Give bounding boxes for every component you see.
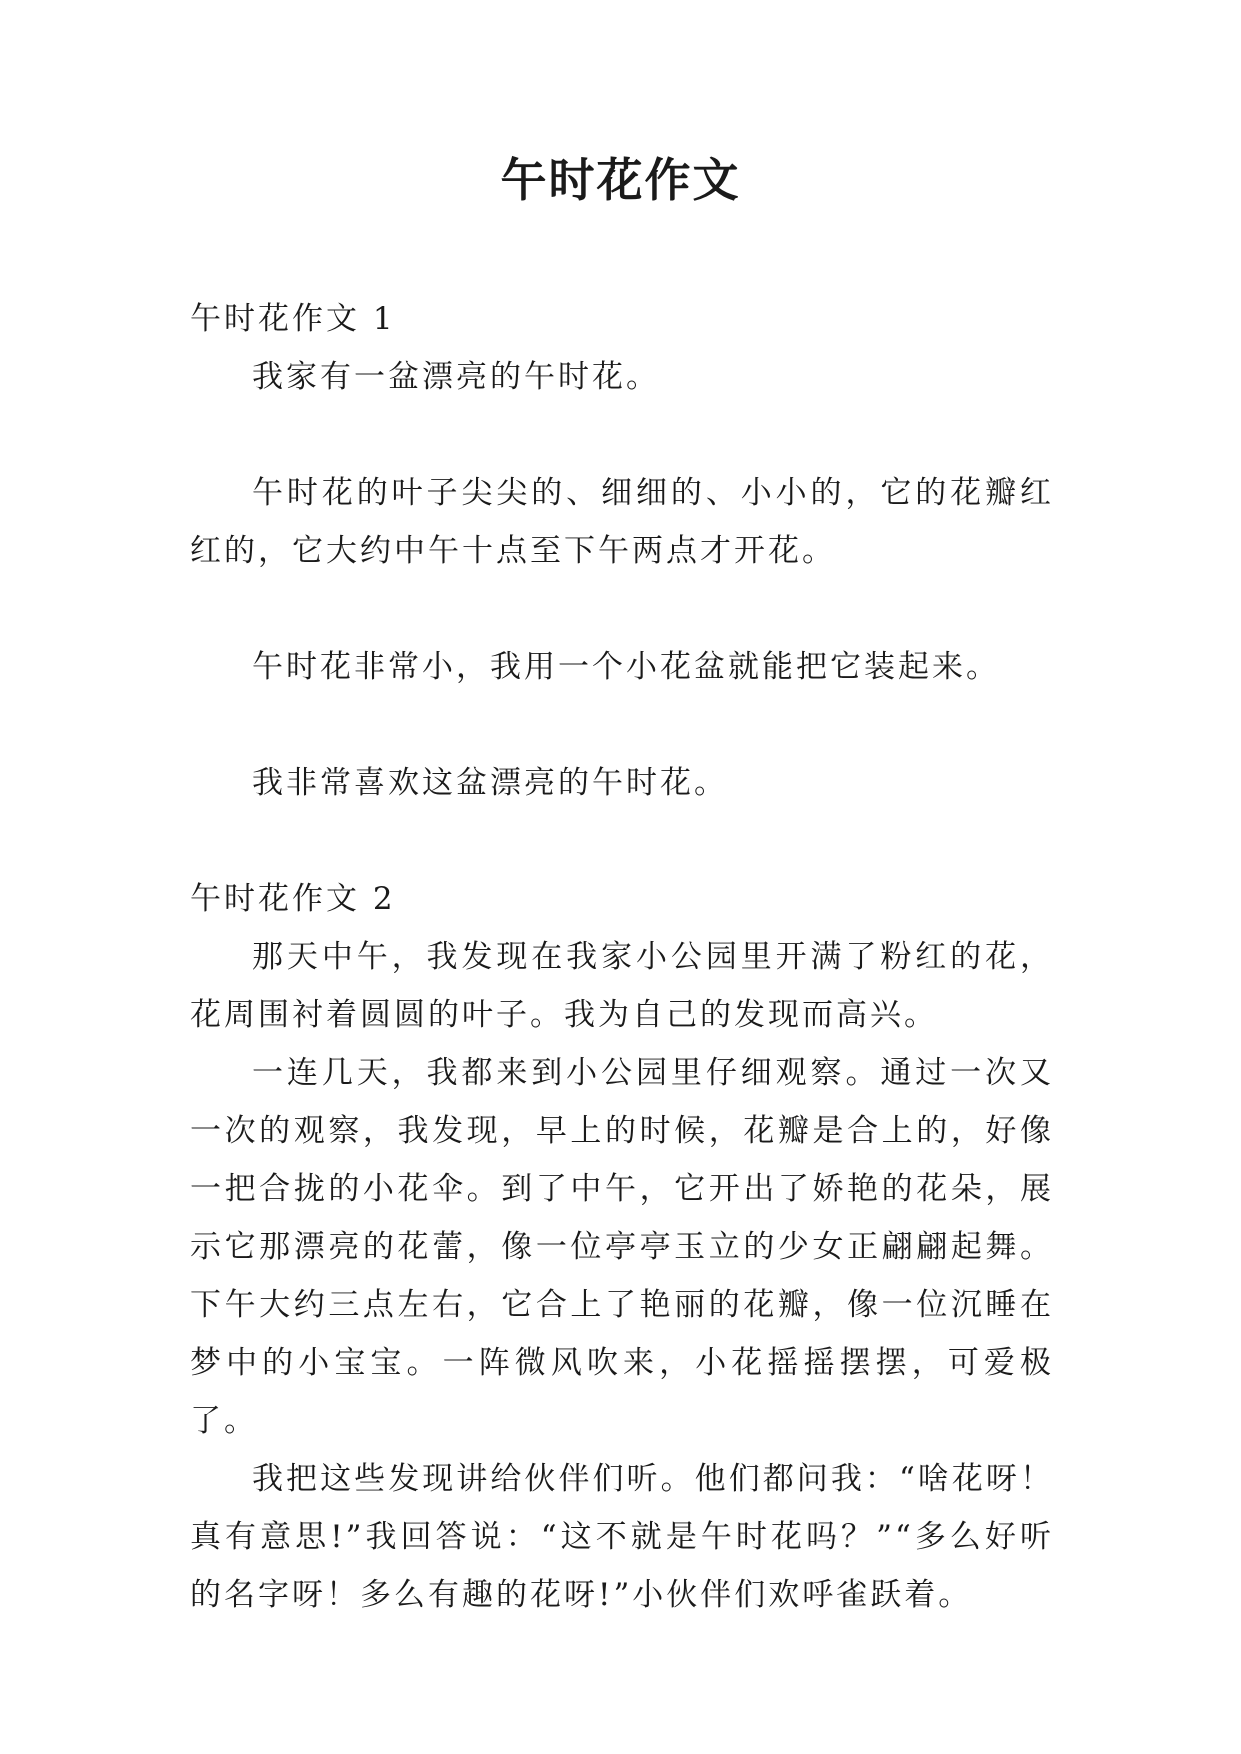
paragraph: 我非常喜欢这盆漂亮的午时花。 — [252, 765, 728, 801]
paragraph: 午时花的叶子尖尖的、细细的、小小的，它的花瓣红红的，它大约中午十点至下午两点才开花。 — [190, 475, 1054, 569]
document-title: 午时花作文 — [500, 153, 741, 207]
paragraph-spacer — [190, 696, 1054, 754]
essay-section-2 — [190, 870, 1054, 1624]
section-spacer — [190, 812, 1054, 870]
paragraph: 一连几天，我都来到小公园里仔细观察。通过一次又一次的观察，我发现，早上的时候，花瓣是合上的，好像一把合拢的小花伞。到了中午，它开出了娇艳的花朵，展示它那漂亮的花蕾，像一位亭亭玉立的少女正翩翩起舞。下午大约三点左右，它合上了艳丽的花瓣，像一位沉睡在梦中的小宝宝。一阵微风吹来，小花摇摇摆摆，可爱极了。 — [190, 1055, 1054, 1439]
document-body — [190, 290, 1054, 1624]
paragraph-spacer — [190, 580, 1054, 638]
paragraph: 午时花非常小，我用一个小花盆就能把它装起来。 — [252, 649, 1000, 685]
section-heading: 午时花作文 1 — [190, 301, 396, 337]
essay-section-1 — [190, 290, 1054, 812]
paragraph-spacer — [190, 406, 1054, 464]
paragraph: 我把这些发现讲给伙伴们听。他们都问我：“啥花呀！真有意思!”我回答说：“这不就是午时花吗？”“多么好听的名字呀！多么有趣的花呀!”小伙伴们欢呼雀跃着。 — [190, 1461, 1054, 1613]
section-heading: 午时花作文 2 — [190, 881, 396, 917]
paragraph: 那天中午，我发现在我家小公园里开满了粉红的花，花周围衬着圆圆的叶子。我为自己的发现而高兴。 — [190, 939, 1054, 1033]
paragraph: 我家有一盆漂亮的午时花。 — [252, 359, 660, 395]
